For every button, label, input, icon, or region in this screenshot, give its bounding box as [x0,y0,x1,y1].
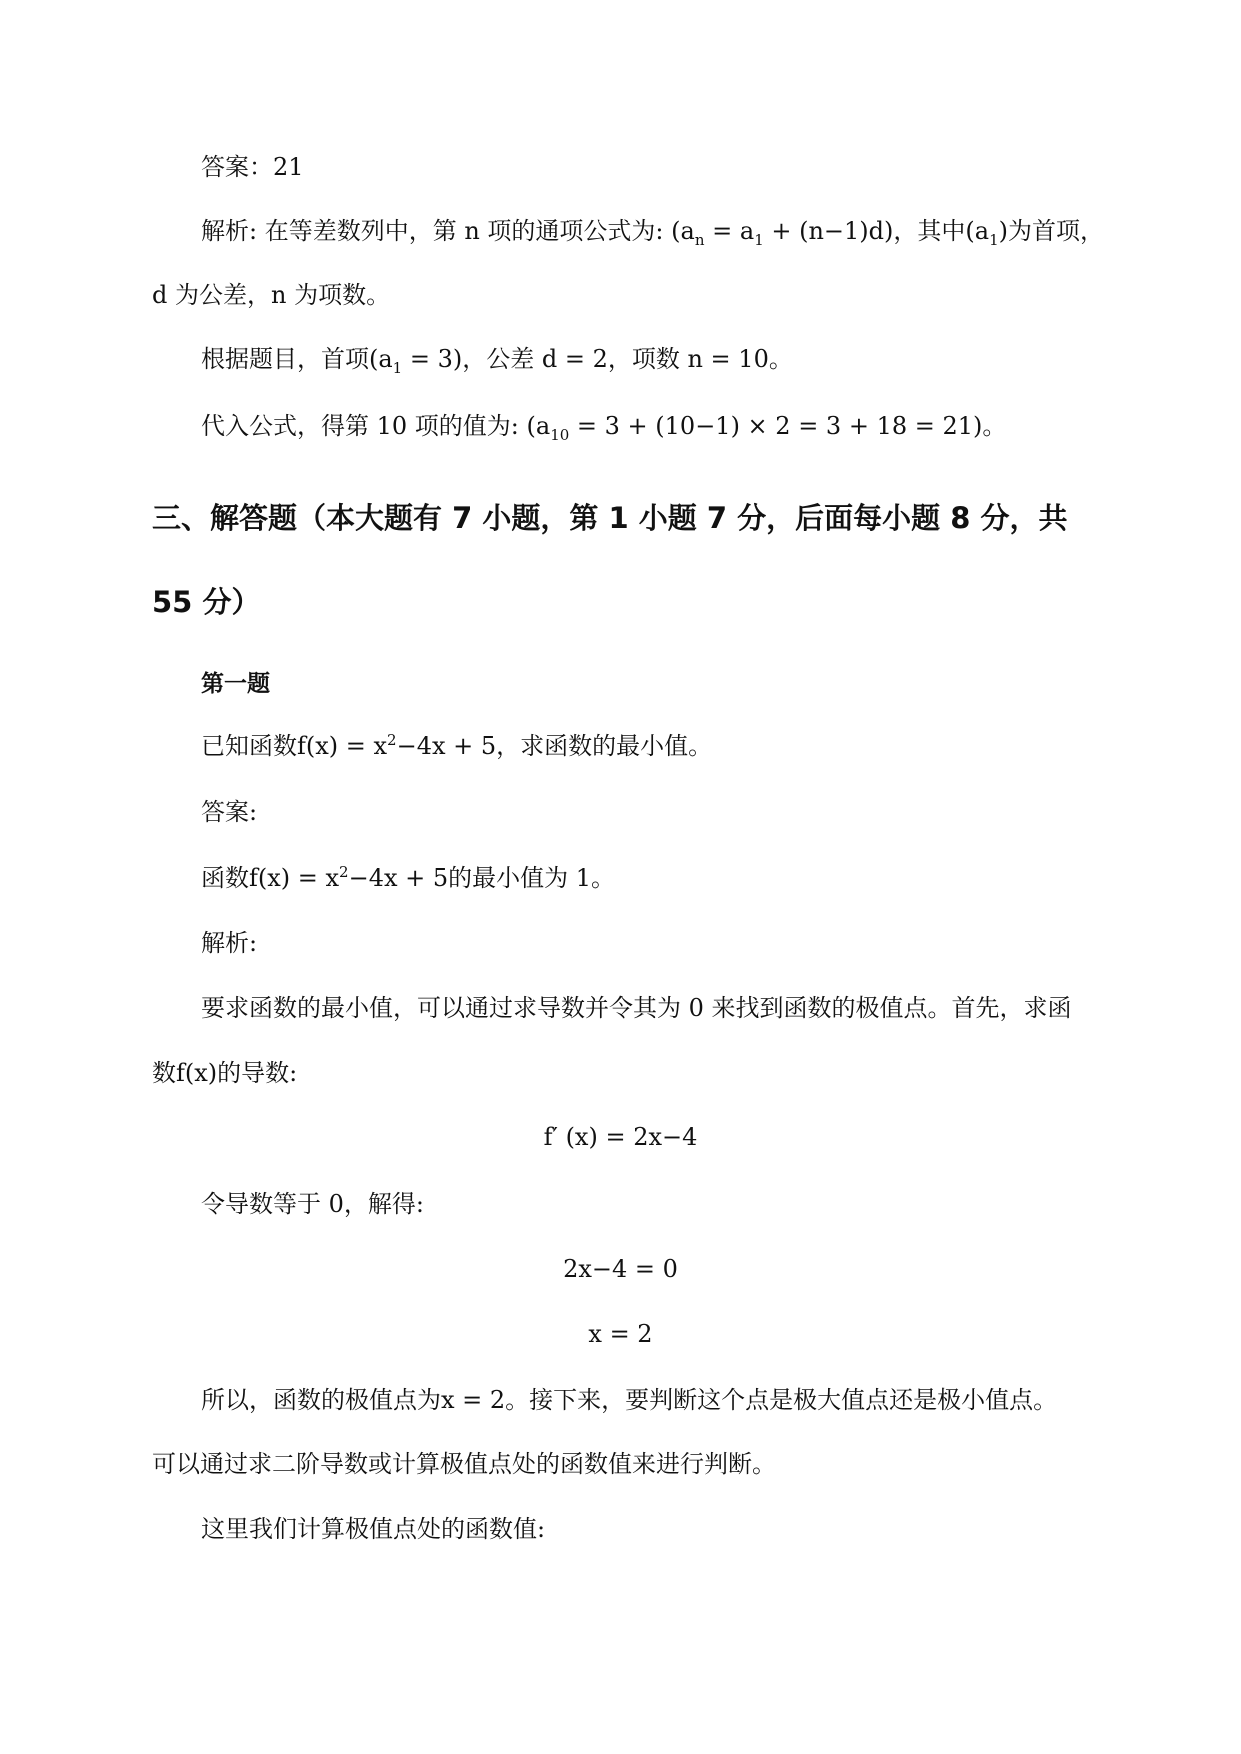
question-title: 第一题 [201,671,270,697]
equation-line-1: 2x−4 = 0 [563,1255,678,1283]
analysis-line-2: d 为公差，n 为项数。 [152,281,391,309]
explain-line-2: 数f(x)的导数: [152,1059,298,1087]
equation-line-2: x = 2 [588,1320,653,1348]
analysis-line-1: 解析: 在等差数列中，第 n 项的通项公式为: $(a_n = a_1 + (n-1)d)$，其中$(a_1)$为首项， [201,217,1104,249]
given-line: 根据题目，首项$(a_1 = 3)$，公差 d = 2，项数 n = 10。 [201,345,793,377]
derivative-equation: f′ (x) = 2x−4 [543,1123,698,1151]
nth-term-formula: $(a_n = a_1 + (n-1)d)$ [671,217,894,249]
section-heading-line-2: 55 分） [152,585,261,619]
question-stem: 已知函数$f(x) = x^2-4x + 5$，求函数的最小值。 [201,731,713,760]
analysis-label: 解析: [201,929,258,957]
answer-label: 答案: [201,798,258,826]
substitute-line: 代入公式，得第 10 项的值为: $(a_{10} = 3 + (10-1) \times 2 = 3 + 18 = 21)$。 [201,412,1007,444]
set-zero-line: 令导数等于 0，解得: [201,1190,424,1218]
answer-text: 答案：21 [201,153,304,181]
answer-statement: 函数$f(x) = x^2-4x + 5$的最小值为 1。 [201,863,616,892]
extreme-line-2: 可以通过求二阶导数或计算极值点处的函数值来进行判断。 [152,1450,776,1478]
answer-line [201,150,304,184]
section-heading-line-1: 三、解答题（本大题有 7 小题，第 1 小题 7 分，后面每小题 8 分，共 [152,501,1068,535]
explain-line-1: 要求函数的最小值，可以通过求导数并令其为 0 来找到函数的极值点。首先，求函 [201,994,1072,1022]
extreme-line-1: 所以，函数的极值点为x = 2。接下来，要判断这个点是极大值点还是极小值点。 [201,1386,1058,1414]
compute-line: 这里我们计算极值点处的函数值: [201,1515,546,1543]
